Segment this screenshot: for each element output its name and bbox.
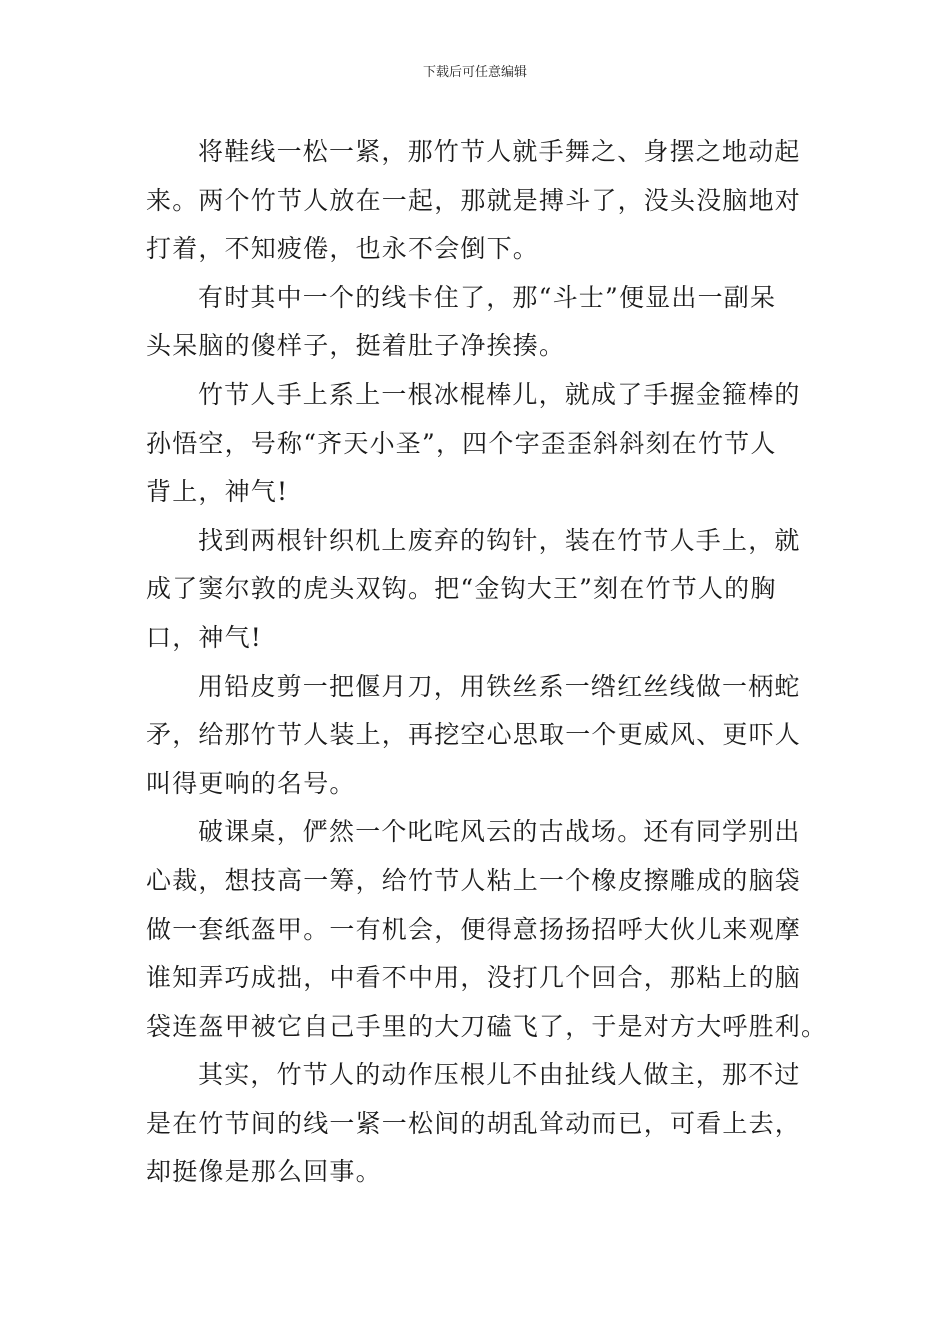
paragraph <box>146 1051 808 1197</box>
paragraph-line: 头呆脑的傻样子，挺着肚子净挨揍。 <box>146 331 566 361</box>
paragraph-line: 打着，不知疲倦，也永不会倒下。 <box>146 234 540 264</box>
paragraph-line: 矛，给那竹节人装上，再挖空心思取一个更威风、更吓人 <box>146 720 802 750</box>
page-header-note: 下载后可任意编辑 <box>422 65 527 80</box>
paragraph-line: 叫得更响的名号。 <box>146 768 356 798</box>
paragraph-line: 却挺像是那么回事。 <box>146 1157 382 1187</box>
paragraph-line: 背上，神气! <box>146 477 289 507</box>
paragraph <box>146 274 808 371</box>
paragraph-line: 用铅皮剪一把偃月刀，用铁丝系一绺红丝线做一柄蛇 <box>198 671 801 701</box>
paragraph-line: 将鞋线一松一紧，那竹节人就手舞之、身摆之地动起 <box>198 137 801 166</box>
paragraph <box>146 808 828 1051</box>
paragraph <box>146 663 808 809</box>
paragraph-line: 竹节人手上系上一根冰棍棒儿，就成了手握金箍棒的 <box>198 379 801 409</box>
paragraph-line: 是在竹节间的线一紧一松间的胡乱耸动而已，可看上去， <box>146 1108 802 1138</box>
paragraph-line: 口，神气! <box>146 622 263 652</box>
paragraph-line: 成了窦尔敦的虎头双钩。把“金钩大王”刻在竹节人的胸 <box>146 574 777 604</box>
paragraph-line: 做一套纸盔甲。一有机会，便得意扬扬招呼大伙儿来观摩 <box>146 914 802 944</box>
paragraph-line: 来。两个竹节人放在一起，那就是搏斗了，没头没脑地对 <box>146 185 802 215</box>
paragraph-line: 孙悟空，号称“齐天小圣”，四个字歪歪斜斜刻在竹节人 <box>146 428 777 458</box>
article-body <box>146 128 828 1197</box>
paragraph-line: 其实，竹节人的动作压根儿不由扯线人做主，那不过 <box>198 1060 801 1090</box>
paragraph-line: 破课桌，俨然一个叱咤风云的古战场。还有同学别出 <box>198 817 801 847</box>
paragraph <box>146 371 808 517</box>
paragraph <box>146 517 808 663</box>
paragraph-line: 谁知弄巧成拙，中看不中用，没打几个回合，那粘上的脑 <box>146 963 802 993</box>
paragraph <box>146 128 808 274</box>
paragraph-line: 心裁，想技高一筹，给竹节人粘上一个橡皮擦雕成的脑袋 <box>146 865 802 895</box>
paragraph-line: 有时其中一个的线卡住了，那“斗士”便显出一副呆 <box>198 282 777 312</box>
paragraph-line: 袋连盔甲被它自己手里的大刀磕飞了，于是对方大呼胜利。 <box>146 1011 828 1041</box>
paragraph-line: 找到两根针织机上废弃的钩针，装在竹节人手上，就 <box>198 525 801 555</box>
